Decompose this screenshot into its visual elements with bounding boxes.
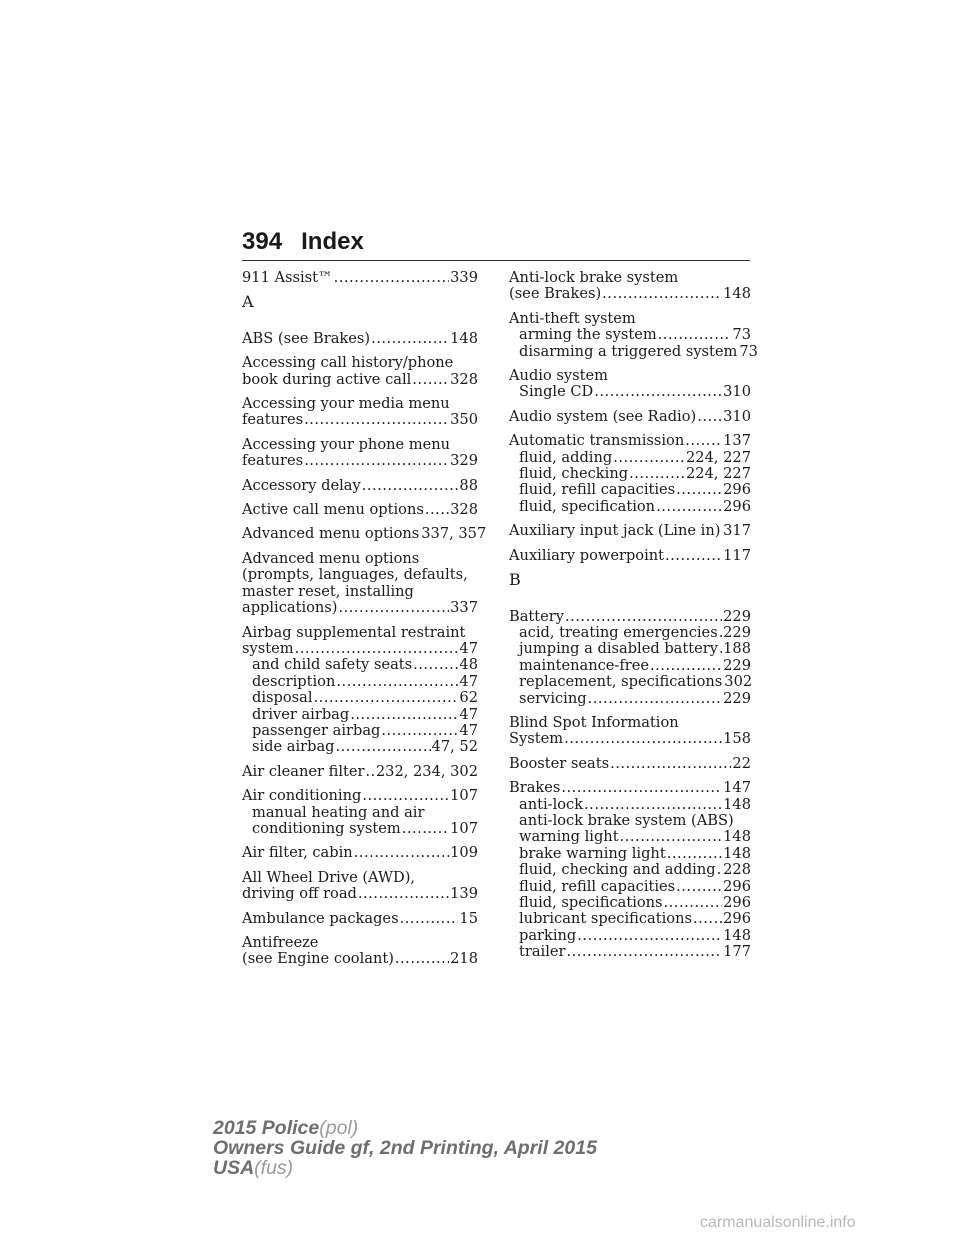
entry-page-ref: 228 [723,861,751,879]
entry-term: master reset, installing [242,582,414,600]
entry-page-ref: 224, 227 [686,465,751,483]
entry-term: fluid, adding [519,448,613,466]
entry-page-ref: 158 [723,730,751,748]
index-subentry-line [509,895,751,911]
dot-leader [594,384,722,400]
dot-leader [665,548,722,564]
entry-term: Auxiliary input jack (Line in) [509,522,721,540]
entry-term: system [242,639,294,657]
index-entry-line [242,331,478,347]
index-subentry-line [242,821,478,837]
entry-page-ref: 88 [459,476,478,494]
dot-leader [721,523,722,539]
index-subentry-line [509,944,751,960]
dot-leader [564,731,722,747]
index-subentry-line [242,707,478,723]
entry-term: fluid, specification [519,497,656,515]
entry-term: and child safety seats [252,656,413,674]
index-subentry-line [509,625,751,641]
entry-term: Advanced menu options [242,549,420,567]
dot-leader [304,453,449,469]
index-subentry-line [509,829,751,845]
index-entry [242,845,478,861]
entry-term: manual heating and air [252,803,425,821]
entry-term: disarming a triggered system [519,342,738,360]
entry-page-ref: 47 [459,705,478,723]
dot-leader [693,911,722,927]
index-subentry-line [242,739,478,755]
index-entry [509,368,751,401]
footer-model: 2015 Police [213,1117,320,1139]
entry-term: Single CD [519,383,594,401]
entry-page-ref: 177 [723,943,751,961]
index-entry-line [242,270,478,286]
entry-term: (see Engine coolant) [242,950,394,968]
dot-leader [412,372,449,388]
index-entry [242,270,478,286]
index-entry-line [242,911,478,927]
dot-leader [565,609,722,625]
index-entry [509,780,751,960]
entry-term: Auxiliary powerpoint [509,546,665,564]
index-entry-line [242,551,478,567]
index-subentry-line [509,862,751,878]
entry-page-ref: 47 [459,721,478,739]
entry-page-ref: 109 [450,844,478,862]
index-entry [509,715,751,748]
page-header [242,228,750,256]
index-entry [242,478,478,494]
dot-leader [381,723,458,739]
dot-leader [561,780,722,796]
index-entry-line [509,780,751,796]
entry-page-ref: 62 [459,689,478,707]
dot-leader [336,674,458,690]
entry-page-ref: 139 [450,885,478,903]
index-entry-line [509,548,751,564]
footer-model-code: (pol) [319,1117,359,1139]
dot-leader [588,691,723,707]
index-entry-line [242,951,478,967]
index-subentry-line [509,384,751,400]
entry-term: arming the system [519,326,657,344]
entry-term: fluid, refill capacities [519,877,676,895]
index-entry [509,609,751,707]
entry-term: Accessory delay [242,476,361,494]
dot-leader [577,928,722,944]
dot-leader [358,886,449,902]
dot-leader [685,433,722,449]
entry-term: (prompts, languages, defaults, [242,566,468,584]
dot-leader [362,478,459,494]
dot-leader [584,797,722,813]
index-entry-line [509,311,751,327]
entry-page-ref: 148 [723,926,751,944]
dot-leader [413,657,458,673]
entry-term: Air conditioning [242,787,362,805]
index-entry-line [242,600,478,616]
entry-term: jumping a disabled battery [519,640,718,658]
entry-page-ref: 107 [450,819,478,837]
entry-page-ref: 317 [723,522,751,540]
entry-term: features [242,452,304,470]
entry-term: All Wheel Drive (AWD), [242,868,416,886]
index-entry-line [509,609,751,625]
dot-leader [395,951,449,967]
index-entry [242,437,478,470]
index-entry [242,331,478,347]
index-subentry-line [509,691,751,707]
entry-term: fluid, checking [519,465,629,483]
index-entry [242,935,478,968]
entry-page-ref: 232, 234, 302 [375,762,478,780]
index-entry [509,309,758,360]
dot-leader [676,879,722,895]
index-subentry-line [509,846,751,862]
entry-page-ref: 229 [723,656,751,674]
entry-page-ref: 310 [723,407,751,425]
footer-line-3 [213,1158,597,1178]
index-letter-heading: A [242,292,254,312]
entry-page-ref: 296 [723,877,751,895]
entry-page-ref: 229 [723,689,751,707]
entry-term: warning light [519,828,619,846]
entry-term: side airbag [252,738,335,756]
dot-leader [354,845,449,861]
entry-page-ref: 224, 227 [686,448,751,466]
index-column-left [242,269,487,976]
entry-page-ref: 148 [723,828,751,846]
dot-leader [313,690,458,706]
index-subentry-line [242,657,478,673]
site-watermark: carmanualsonline.info [700,1214,856,1231]
entry-term: Ambulance packages [242,909,399,927]
entry-page-ref: 229 [723,607,751,625]
index-entry [509,548,751,564]
index-entry-line [242,437,478,453]
index-entry [242,764,478,780]
index-entry-line [242,567,478,583]
entry-term: Brakes [509,779,561,797]
entry-page-ref: 302 [724,673,753,691]
entry-page-ref: 350 [450,411,478,429]
entry-term: Air cleaner filter [242,762,365,780]
entry-page-ref: 148 [450,329,478,347]
entry-page-ref: 328 [450,370,478,388]
entry-term: book during active call [242,370,412,388]
entry-term: trailer [519,943,566,961]
dot-leader [350,707,458,723]
index-subentry-line [509,674,751,690]
dot-leader [697,409,722,425]
entry-page-ref: 328 [450,501,478,519]
dot-leader [371,331,449,347]
index-entry [242,625,478,756]
index-subentry-line [242,805,478,821]
entry-term: servicing [519,689,587,707]
index-subentry-line [242,674,478,690]
dot-leader [719,625,722,641]
entry-term: System [509,730,564,748]
index-entry-line [509,756,751,772]
dot-leader [295,641,459,657]
index-entry [242,396,478,429]
index-subentry-line [509,928,751,944]
index-subentry-line [509,797,751,813]
dot-leader [366,764,375,780]
dot-leader [620,829,723,845]
index-entry-line [509,715,751,731]
index-entry-line [242,641,478,657]
index-entry [242,788,478,837]
entry-term: fluid, specifications [519,894,663,911]
entry-page-ref: 329 [450,452,478,470]
entry-page-ref: 296 [723,497,751,515]
dot-leader [567,944,723,960]
index-entry [242,911,478,927]
entry-page-ref: 73 [732,326,751,344]
entry-page-ref: 107 [450,787,478,805]
index-entry [242,502,478,518]
entry-term: Booster seats [509,754,610,772]
dot-leader [334,270,450,286]
dot-leader [719,641,722,657]
footer-line-2 [213,1138,597,1158]
index-entry [509,756,751,772]
dot-leader [400,911,459,927]
index-subentry-line [509,641,751,657]
entry-term: passenger airbag [252,721,381,739]
index-subentry-line [509,450,751,466]
index-entry-line [509,270,751,286]
dot-leader [650,658,722,674]
entry-term: Advanced menu options [242,525,420,543]
entry-term: Antifreeze [242,934,319,951]
index-entry-line [242,396,478,412]
entry-term: fluid, checking and adding [519,861,716,879]
dot-leader [402,821,449,837]
entry-term: description [252,672,336,690]
dot-leader [339,600,450,616]
entry-page-ref: 229 [723,623,751,641]
entry-page-ref: 296 [723,910,751,928]
entry-term: features [242,411,304,429]
index-subentry-line [509,813,751,829]
index-entry-line [242,525,487,543]
index-subentry-line [242,723,478,739]
index-entry-line [509,368,751,384]
dot-leader [362,788,449,804]
entry-page-ref: 218 [450,950,478,968]
entry-term: Accessing your media menu [242,395,450,413]
index-subentry-line [509,658,751,674]
entry-term: maintenance-free [519,656,649,674]
index-entry-line [242,788,478,804]
index-entry-line [509,409,751,425]
entry-page-ref: 148 [723,844,751,862]
index-entry-line [509,433,751,449]
entry-page-ref: 296 [723,894,751,911]
index-entry-line [242,584,478,600]
index-column-right [509,269,758,969]
index-entry-line [242,372,478,388]
entry-term: driver airbag [252,705,350,723]
index-entry-line [509,286,751,302]
entry-term: anti-lock [519,795,584,813]
index-entry [242,870,478,903]
index-subentry-line [509,342,758,360]
entry-page-ref: 48 [459,656,478,674]
dot-leader [304,412,449,428]
entry-term: driving off road [242,885,357,903]
index-entry [242,355,478,388]
index-subentry-line [509,327,751,343]
entry-page-ref: 337, 357 [421,525,487,543]
footer-edition: Owners Guide gf, 2nd Printing, April 2015 [213,1137,597,1159]
entry-page-ref: 147 [723,779,751,797]
entry-page-ref: 148 [723,285,751,303]
index-entry-line [242,886,478,902]
index-entry [242,525,487,543]
index-entry [509,409,751,425]
dot-leader [602,286,722,302]
index-entry-line [242,764,478,780]
entry-term: acid, treating emergencies [519,623,718,641]
index-entry [242,551,478,617]
dot-leader [425,502,449,518]
entry-term: conditioning system [252,819,401,837]
entry-term: Automatic transmission [509,432,685,450]
page-number: 394 [242,228,283,255]
entry-page-ref: 296 [723,481,751,499]
print-footer [213,1118,597,1178]
index-subentry-line [509,482,751,498]
entry-page-ref: 73 [739,342,758,360]
entry-term: Battery [509,607,565,625]
entry-term: Accessing your phone menu [242,435,451,453]
index-entry [509,523,751,539]
entry-page-ref: 47 [459,672,478,690]
entry-page-ref: 47, 52 [431,738,478,756]
index-entry-line [242,870,478,886]
dot-leader [667,846,722,862]
index-entry [509,433,751,515]
entry-page-ref: 15 [459,909,478,927]
entry-term: anti-lock brake system (ABS) [519,811,734,829]
dot-leader [610,756,731,772]
index-entry-line [242,502,478,518]
header-rule [242,260,750,261]
footer-market: USA [213,1157,255,1179]
entry-term: brake warning light [519,844,666,862]
entry-term: Anti-theft system [509,309,636,327]
entry-page-ref: 117 [723,546,751,564]
page-title: Index [301,228,364,255]
index-subentry-line [509,879,751,895]
index-entry-line [242,845,478,861]
entry-term: Audio system (see Radio) [509,407,697,425]
entry-term: applications) [242,599,338,617]
index-subentry-line [509,466,751,482]
index-entry-line [242,935,478,951]
dot-leader [717,862,723,878]
dot-leader [676,482,722,498]
entry-page-ref: 137 [723,432,751,450]
index-entry [509,270,751,303]
entry-term: Anti-lock brake system [509,269,679,286]
entry-term: Airbag supplemental restraint [242,623,466,641]
dot-leader [629,466,685,482]
dot-leader [336,739,431,755]
entry-page-ref: 310 [723,383,751,401]
index-entry-line [242,453,478,469]
index-subentry-line [242,690,478,706]
entry-term: parking [519,926,577,944]
dot-leader [658,327,732,343]
index-entry-line [242,478,478,494]
entry-page-ref: 47 [459,639,478,657]
entry-page-ref: 337 [450,599,478,617]
index-entry-line [509,731,751,747]
entry-term: ABS (see Brakes) [242,329,371,347]
entry-term: fluid, refill capacities [519,481,676,499]
footer-market-code: (fus) [254,1157,294,1179]
index-subentry-line [509,499,751,515]
index-entry-line [242,355,478,371]
index-letter-heading: B [509,570,521,590]
index-subentry-line [509,911,751,927]
entry-page-ref: 339 [450,269,478,286]
entry-term: (see Brakes) [509,285,602,303]
entry-term: Blind Spot Information [509,713,679,731]
index-entry-line [242,412,478,428]
entry-page-ref: 22 [732,754,751,772]
entry-term: replacement, specifications [519,673,723,691]
entry-term: Accessing call history/phone [242,354,454,372]
index-entry-line [242,625,478,641]
entry-term: lubricant specifications [519,910,692,928]
entry-term: Active call menu options [242,501,424,519]
entry-term: 911 Assist™ [242,269,333,286]
entry-page-ref: 148 [723,795,751,813]
dot-leader [664,895,723,911]
index-entry-line [509,523,751,539]
dot-leader [613,450,685,466]
entry-term: Audio system [509,367,608,385]
entry-term: disposal [252,689,313,707]
entry-term: Air filter, cabin [242,844,353,862]
dot-leader [656,499,722,515]
footer-line-1 [213,1118,597,1138]
entry-page-ref: 188 [723,640,751,658]
